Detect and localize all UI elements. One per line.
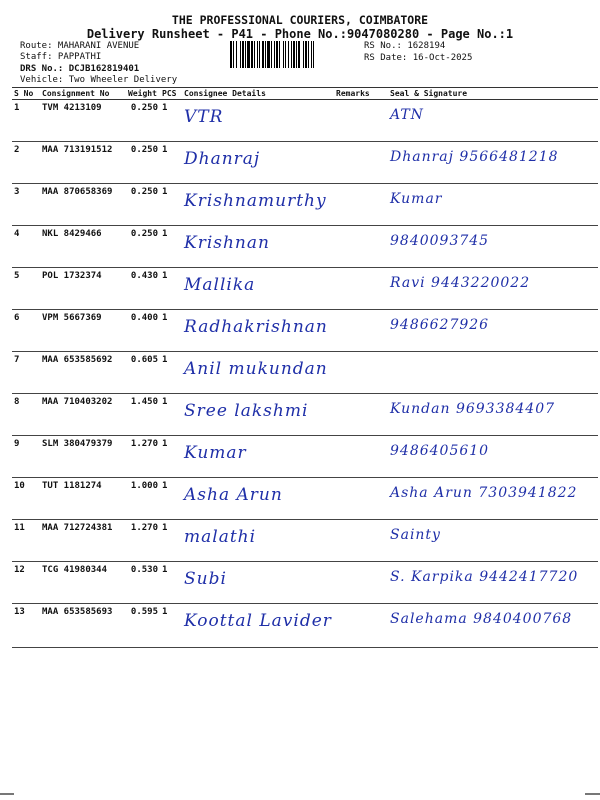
seal-cell — [388, 604, 598, 648]
sno-cell: 6 — [12, 310, 40, 352]
consignee-cell — [182, 604, 334, 648]
consignment-cell: VPM 5667369 — [40, 310, 126, 352]
sno-cell: 13 — [12, 604, 40, 648]
handwritten-signature: ATN — [390, 107, 424, 123]
pcs-cell: 1 — [160, 352, 182, 394]
handwritten-consignee: Koottal Lavider — [184, 611, 332, 631]
handwritten-signature: S. Karpika 9442417720 — [390, 569, 579, 585]
staff-label: Staff: PAPPATHI — [20, 52, 102, 62]
consignee-cell — [182, 352, 334, 394]
consignee-cell — [182, 226, 334, 268]
pcs-cell: 1 — [160, 436, 182, 478]
handwritten-consignee: Krishnan — [184, 233, 270, 253]
sno-cell: 5 — [12, 268, 40, 310]
consignee-cell — [182, 268, 334, 310]
consignment-cell: TUT 1181274 — [40, 478, 126, 520]
seal-cell — [388, 226, 598, 268]
handwritten-signature: 9840093745 — [390, 233, 490, 249]
handwritten-consignee: Dhanraj — [184, 149, 261, 169]
table-row — [12, 520, 598, 562]
handwritten-signature: Kundan 9693384407 — [390, 401, 556, 417]
consignment-cell: MAA 653585692 — [40, 352, 126, 394]
seal-cell — [388, 268, 598, 310]
handwritten-consignee: Mallika — [184, 275, 256, 295]
seal-cell — [388, 142, 598, 184]
pcs-cell: 1 — [160, 478, 182, 520]
sno-cell: 3 — [12, 184, 40, 226]
remarks-cell — [334, 394, 388, 436]
weight-cell: 1.270 — [126, 520, 160, 562]
seal-cell — [388, 352, 598, 394]
table-header-row — [12, 88, 598, 100]
handwritten-signature: Salehama 9840400768 — [390, 611, 573, 627]
weight-cell: 1.450 — [126, 394, 160, 436]
consignment-cell: TCG 41980344 — [40, 562, 126, 604]
weight-cell: 0.250 — [126, 142, 160, 184]
consignee-cell — [182, 100, 334, 142]
company-title: THE PROFESSIONAL COURIERS, COIMBATORE — [171, 13, 429, 27]
pcs-cell: 1 — [160, 184, 182, 226]
sno-cell: 2 — [12, 142, 40, 184]
consignment-cell: MAA 710403202 — [40, 394, 126, 436]
weight-cell: 0.530 — [126, 562, 160, 604]
consignee-cell — [182, 436, 334, 478]
handwritten-signature: Dhanraj 9566481218 — [390, 149, 559, 165]
seal-cell — [388, 520, 598, 562]
sno-cell: 11 — [12, 520, 40, 562]
handwritten-signature: Sainty — [390, 527, 441, 543]
seal-cell — [388, 394, 598, 436]
weight-cell: 0.250 — [126, 226, 160, 268]
table-row — [12, 184, 598, 226]
runsheet-table — [12, 87, 598, 648]
drs-label: DRS No.: DCJB162819401 — [20, 64, 140, 74]
weight-cell: 1.000 — [126, 478, 160, 520]
table-row — [12, 268, 598, 310]
remarks-cell — [334, 562, 388, 604]
consignment-cell: NKL 8429466 — [40, 226, 126, 268]
pcs-cell: 1 — [160, 268, 182, 310]
seal-cell — [388, 436, 598, 478]
col-header-sno: S No — [12, 88, 40, 100]
seal-cell — [388, 562, 598, 604]
handwritten-signature: 9486405610 — [390, 443, 490, 459]
pcs-cell: 1 — [160, 562, 182, 604]
sno-cell: 7 — [12, 352, 40, 394]
sno-cell: 9 — [12, 436, 40, 478]
remarks-cell — [334, 352, 388, 394]
weight-cell: 0.250 — [126, 184, 160, 226]
remarks-cell — [334, 226, 388, 268]
weight-cell: 1.270 — [126, 436, 160, 478]
handwritten-signature: Asha Arun 7303941822 — [390, 485, 578, 501]
runsheet-title: Delivery Runsheet - P41 - Phone No.:9047080280 - Page No.:1 — [86, 27, 514, 41]
consignee-cell — [182, 478, 334, 520]
table-row — [12, 604, 598, 648]
consignment-cell: SLM 380479379 — [40, 436, 126, 478]
consignee-cell — [182, 142, 334, 184]
consignment-cell: MAA 713191512 — [40, 142, 126, 184]
consignee-cell — [182, 394, 334, 436]
handwritten-consignee: Anil mukundan — [184, 359, 328, 379]
remarks-cell — [334, 436, 388, 478]
rs-number: RS No.: 1628194 — [364, 41, 446, 51]
handwritten-consignee: Subi — [184, 569, 227, 589]
scan-mark — [0, 793, 14, 795]
handwritten-consignee: VTR — [184, 107, 224, 127]
remarks-cell — [334, 142, 388, 184]
seal-cell — [388, 310, 598, 352]
remarks-cell — [334, 520, 388, 562]
consignee-cell — [182, 184, 334, 226]
consignment-cell: MAA 653585693 — [40, 604, 126, 648]
remarks-cell — [334, 478, 388, 520]
table-row — [12, 142, 598, 184]
consignee-cell — [182, 310, 334, 352]
barcode-image — [230, 41, 360, 68]
table-row — [12, 436, 598, 478]
table-row — [12, 100, 598, 142]
remarks-cell — [334, 100, 388, 142]
weight-cell: 0.605 — [126, 352, 160, 394]
table-row — [12, 478, 598, 520]
sno-cell: 4 — [12, 226, 40, 268]
pcs-cell: 1 — [160, 604, 182, 648]
pcs-cell: 1 — [160, 394, 182, 436]
handwritten-consignee: Sree lakshmi — [184, 401, 309, 421]
table-row — [12, 310, 598, 352]
pcs-cell: 1 — [160, 142, 182, 184]
handwritten-signature: 9486627926 — [390, 317, 490, 333]
vehicle-label: Vehicle: Two Wheeler Delivery — [20, 75, 178, 85]
weight-cell: 0.400 — [126, 310, 160, 352]
rs-date: RS Date: 16-Oct-2025 — [364, 53, 473, 63]
col-header-consignee: Consignee Details — [182, 88, 334, 100]
weight-cell: 0.430 — [126, 268, 160, 310]
pcs-cell: 1 — [160, 226, 182, 268]
handwritten-consignee: malathi — [184, 527, 257, 547]
consignment-cell: POL 1732374 — [40, 268, 126, 310]
handwritten-signature: Ravi 9443220022 — [390, 275, 531, 291]
consignee-cell — [182, 562, 334, 604]
handwritten-consignee: Asha Arun — [184, 485, 283, 505]
pcs-cell: 1 — [160, 520, 182, 562]
seal-cell — [388, 478, 598, 520]
weight-cell: 0.250 — [126, 100, 160, 142]
remarks-cell — [334, 604, 388, 648]
weight-cell: 0.595 — [126, 604, 160, 648]
col-header-consignment: Consignment No — [40, 88, 126, 100]
route-label: Route: MAHARANI AVENUE — [20, 41, 140, 51]
scan-mark — [585, 793, 600, 795]
col-header-seal: Seal & Signature — [388, 88, 598, 100]
sno-cell: 12 — [12, 562, 40, 604]
table-row — [12, 562, 598, 604]
pcs-cell: 1 — [160, 100, 182, 142]
remarks-cell — [334, 310, 388, 352]
col-header-pcs: PCS — [160, 88, 182, 100]
handwritten-consignee: Krishnamurthy — [184, 191, 327, 211]
handwritten-signature: Kumar — [390, 191, 443, 207]
sno-cell: 8 — [12, 394, 40, 436]
consignment-cell: TVM 4213109 — [40, 100, 126, 142]
remarks-cell — [334, 184, 388, 226]
pcs-cell: 1 — [160, 310, 182, 352]
remarks-cell — [334, 268, 388, 310]
table-row — [12, 394, 598, 436]
seal-cell — [388, 184, 598, 226]
sno-cell: 10 — [12, 478, 40, 520]
col-header-remarks: Remarks — [334, 88, 388, 100]
sno-cell: 1 — [12, 100, 40, 142]
handwritten-consignee: Radhakrishnan — [184, 317, 328, 337]
handwritten-consignee: Kumar — [184, 443, 247, 463]
seal-cell — [388, 100, 598, 142]
consignment-cell: MAA 712724381 — [40, 520, 126, 562]
consignee-cell — [182, 520, 334, 562]
consignment-cell: MAA 870658369 — [40, 184, 126, 226]
table-row — [12, 352, 598, 394]
table-row — [12, 226, 598, 268]
col-header-weight: Weight — [126, 88, 160, 100]
